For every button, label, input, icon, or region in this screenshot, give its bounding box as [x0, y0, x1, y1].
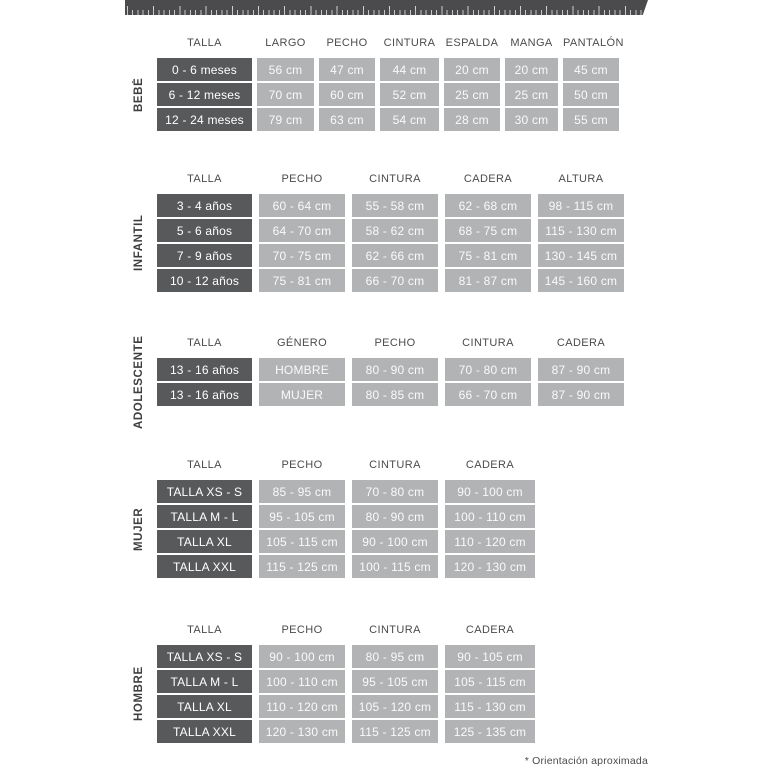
value-cell: 28 cm	[444, 108, 500, 131]
value-cell: 64 - 70 cm	[259, 219, 345, 242]
column-header: ALTURA	[558, 173, 604, 185]
column-header: PECHO	[374, 337, 416, 349]
value-cell: 115 - 130 cm	[538, 219, 624, 242]
row-label-cell: 5 - 6 años	[157, 219, 252, 242]
column-header: MANGA	[510, 37, 553, 49]
column-header: PECHO	[326, 37, 368, 49]
value-cell: 62 - 68 cm	[445, 194, 531, 217]
value-cell: 50 cm	[563, 83, 619, 106]
column-header: CINTURA	[369, 624, 421, 636]
value-cell: 120 - 130 cm	[259, 720, 345, 743]
value-cell: 62 - 66 cm	[352, 244, 438, 267]
row-label-cell: 3 - 4 años	[157, 194, 252, 217]
column-header: GÉNERO	[276, 337, 328, 349]
column-header: LARGO	[265, 37, 306, 49]
value-cell: 90 - 100 cm	[445, 480, 535, 503]
column-header: TALLA	[187, 37, 222, 49]
column-header: TALLA	[187, 173, 222, 185]
row-label-cell: 12 - 24 meses	[157, 108, 252, 131]
value-cell: 20 cm	[505, 58, 558, 81]
group-label-infantil: INFANTIL	[133, 214, 145, 272]
value-cell: 25 cm	[444, 83, 500, 106]
row-label-cell: 6 - 12 meses	[157, 83, 252, 106]
table-header-row	[157, 336, 624, 350]
column-header: CINTURA	[369, 173, 421, 185]
value-cell: 55 - 58 cm	[352, 194, 438, 217]
value-cell: 55 cm	[563, 108, 619, 131]
row-label-cell: 13 - 16 años	[157, 358, 252, 381]
size-table-bebe	[133, 36, 624, 131]
column-header: CADERA	[556, 337, 606, 349]
value-cell: 115 - 125 cm	[352, 720, 438, 743]
row-label-cell: TALLA XXL	[157, 720, 252, 743]
row-label-cell: TALLA XS - S	[157, 645, 252, 668]
value-cell: 25 cm	[505, 83, 558, 106]
value-cell: 66 - 70 cm	[352, 269, 438, 292]
measuring-tape-icon	[125, 0, 648, 15]
value-cell: MUJER	[259, 383, 345, 406]
size-table-hombre	[133, 623, 535, 743]
value-cell: 60 cm	[319, 83, 375, 106]
value-cell: 115 - 125 cm	[259, 555, 345, 578]
table-header-row	[157, 36, 624, 50]
value-cell: 100 - 115 cm	[352, 555, 438, 578]
value-cell: 20 cm	[444, 58, 500, 81]
column-header: PANTALÓN	[563, 37, 624, 49]
column-header: CINTURA	[462, 337, 514, 349]
value-cell: 115 - 130 cm	[445, 695, 535, 718]
value-cell: 87 - 90 cm	[538, 383, 624, 406]
value-cell: 130 - 145 cm	[538, 244, 624, 267]
table-header-row	[157, 172, 624, 186]
column-header: CINTURA	[369, 459, 421, 471]
value-cell: 90 - 100 cm	[259, 645, 345, 668]
row-label-cell: TALLA XXL	[157, 555, 252, 578]
value-cell: 75 - 81 cm	[259, 269, 345, 292]
column-header: CINTURA	[383, 37, 436, 49]
table-header-row	[157, 458, 535, 472]
value-cell: 63 cm	[319, 108, 375, 131]
table-body	[157, 480, 535, 578]
row-label-cell: TALLA M - L	[157, 505, 252, 528]
value-cell: 70 - 80 cm	[352, 480, 438, 503]
value-cell: 105 - 115 cm	[445, 670, 535, 693]
row-label-cell: TALLA XL	[157, 695, 252, 718]
column-header: TALLA	[187, 337, 222, 349]
value-cell: 80 - 90 cm	[352, 358, 438, 381]
group-label-mujer: MUJER	[133, 507, 145, 551]
table-header-row	[157, 623, 535, 637]
value-cell: 70 - 80 cm	[445, 358, 531, 381]
group-label-hombre: HOMBRE	[133, 666, 145, 722]
value-cell: 85 - 95 cm	[259, 480, 345, 503]
value-cell: 70 - 75 cm	[259, 244, 345, 267]
row-label-cell: TALLA XS - S	[157, 480, 252, 503]
value-cell: 95 - 105 cm	[259, 505, 345, 528]
value-cell: 60 - 64 cm	[259, 194, 345, 217]
value-cell: 95 - 105 cm	[352, 670, 438, 693]
value-cell: 120 - 130 cm	[445, 555, 535, 578]
value-cell: 145 - 160 cm	[538, 269, 624, 292]
column-header: TALLA	[187, 459, 222, 471]
value-cell: 105 - 115 cm	[259, 530, 345, 553]
row-label-cell: TALLA M - L	[157, 670, 252, 693]
value-cell: 52 cm	[380, 83, 439, 106]
value-cell: 80 - 95 cm	[352, 645, 438, 668]
value-cell: 90 - 105 cm	[445, 645, 535, 668]
value-cell: 47 cm	[319, 58, 375, 81]
value-cell: 125 - 135 cm	[445, 720, 535, 743]
value-cell: HOMBRE	[259, 358, 345, 381]
table-body	[157, 645, 535, 743]
value-cell: 54 cm	[380, 108, 439, 131]
value-cell: 79 cm	[257, 108, 314, 131]
column-header: CADERA	[463, 173, 513, 185]
value-cell: 90 - 100 cm	[352, 530, 438, 553]
column-header: PECHO	[281, 624, 323, 636]
row-label-cell: 10 - 12 años	[157, 269, 252, 292]
value-cell: 81 - 87 cm	[445, 269, 531, 292]
approximation-footnote: * Orientación aproximada	[524, 755, 648, 767]
value-cell: 87 - 90 cm	[538, 358, 624, 381]
group-label-bebe: BEBÉ	[133, 77, 145, 112]
row-label-cell: TALLA XL	[157, 530, 252, 553]
value-cell: 80 - 85 cm	[352, 383, 438, 406]
value-cell: 70 cm	[257, 83, 314, 106]
value-cell: 98 - 115 cm	[538, 194, 624, 217]
value-cell: 58 - 62 cm	[352, 219, 438, 242]
value-cell: 30 cm	[505, 108, 558, 131]
column-header: CADERA	[465, 459, 515, 471]
value-cell: 80 - 90 cm	[352, 505, 438, 528]
value-cell: 100 - 110 cm	[259, 670, 345, 693]
value-cell: 110 - 120 cm	[259, 695, 345, 718]
value-cell: 105 - 120 cm	[352, 695, 438, 718]
value-cell: 45 cm	[563, 58, 619, 81]
row-label-cell: 0 - 6 meses	[157, 58, 252, 81]
size-table-mujer	[133, 458, 535, 578]
column-header: PECHO	[281, 459, 323, 471]
column-header: CADERA	[465, 624, 515, 636]
value-cell: 66 - 70 cm	[445, 383, 531, 406]
table-body	[157, 358, 624, 406]
value-cell: 68 - 75 cm	[445, 219, 531, 242]
row-label-cell: 13 - 16 años	[157, 383, 252, 406]
value-cell: 110 - 120 cm	[445, 530, 535, 553]
value-cell: 100 - 110 cm	[445, 505, 535, 528]
table-body	[157, 194, 624, 292]
size-table-adolescente	[133, 335, 624, 429]
value-cell: 44 cm	[380, 58, 439, 81]
row-label-cell: 7 - 9 años	[157, 244, 252, 267]
size-table-infantil	[133, 172, 624, 292]
column-header: ESPALDA	[445, 37, 499, 49]
value-cell: 75 - 81 cm	[445, 244, 531, 267]
column-header: TALLA	[187, 624, 222, 636]
group-label-adolescente: ADOLESCENTE	[133, 335, 145, 429]
value-cell: 56 cm	[257, 58, 314, 81]
table-body	[157, 58, 619, 131]
column-header: PECHO	[281, 173, 323, 185]
